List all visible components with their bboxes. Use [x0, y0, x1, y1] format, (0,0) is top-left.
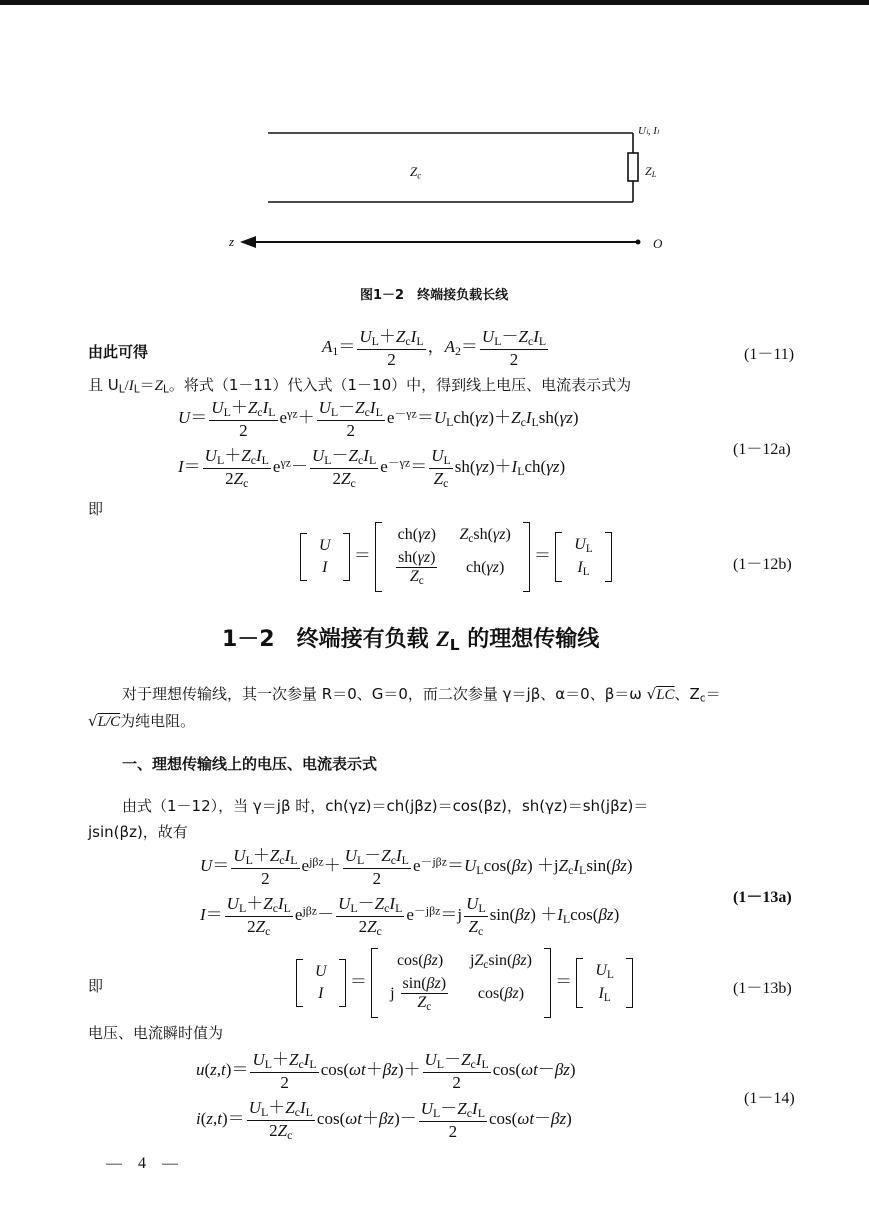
top-border — [0, 0, 869, 5]
section-title: 1－2 终端接有负载 $Z_L$ 的理想传输线 — [222, 626, 600, 654]
text-youci: 由此可得 — [88, 343, 149, 361]
text-ji-1: 即 — [88, 500, 104, 518]
eqno-1-13b: (1－13b) — [733, 980, 792, 997]
paragraph-ideal-line-cont: √L/C为纯电阻。 — [88, 712, 196, 730]
eqno-1-14: (1－14) — [744, 1090, 795, 1107]
figure-label-ul-il: Uₗ, Iₗ — [638, 125, 659, 137]
figure-label-zl: $Z_L$ — [645, 164, 657, 180]
eqno-1-11: (1－11) — [744, 346, 795, 363]
text-ji-2: 即 — [88, 977, 104, 995]
equation-1-12b: U I ＝ ch(γz) $Z_csh(\gamma z)$ $\frac{sh(\gamma z)}{Z_c}$ ch(γz) ＝ $U_L$ $I_L$ — [300, 522, 612, 592]
text-qie-line: 且 $U_L/I_L=Z_L$。将式（1－11）代入式（1－10）中，得到线上电压、电流表示式为 — [88, 376, 632, 396]
transmission-line-figure — [220, 120, 680, 265]
equation-1-12a-u: U＝ $\frac{U_L+Z_cI_L}{2}$ $e^{\gamma z}+$ $\frac{U_L-Z_cI_L}{2}$ $e^{-\gamma z}=U_Lch(\gamma z)+Z_cI_Lsh(\gamma z)$ — [178, 398, 579, 440]
paragraph-derivation-cont: jsin(βz)，故有 — [88, 823, 188, 841]
equation-1-13b: U I ＝ cos(βz) $jZ_c\sin(\beta z)$ j $\frac{\sin(\beta z)}{Z_c}$ cos(βz) ＝ $U_L$ $I_L$ — [296, 948, 633, 1018]
equation-1-14-u: u(z,t)＝ $\frac{U_L+Z_cI_L}{2}$ cos(ωt＋βz)＋ $\frac{U_L-Z_cI_L}{2}$ cos(ωt－βz) — [196, 1050, 576, 1092]
equation-1-14-i: i(z,t)＝ $\frac{U_L+Z_cI_L}{2Z_c}$ cos(ωt＋βz)－ $\frac{U_L-Z_cI_L}{2}$ cos(ωt－βz) — [196, 1098, 572, 1142]
text-instant: 电压、电流瞬时值为 — [88, 1024, 224, 1042]
equation-1-13a-u: U＝ $\frac{U_L+Z_cI_L}{2}$ $e^{j\beta z}+$ $\frac{U_L-Z_cI_L}{2}$ $e^{-j\beta z}=U_L\cos(\beta z) +jZ_cI_L\sin(\beta z)$ — [200, 846, 633, 888]
load-resistor — [628, 153, 638, 181]
equation-1-13a-i: I＝ $\frac{U_L+Z_cI_L}{2Z_c}$ $e^{j\beta z}-$ $\frac{U_L-Z_cI_L}{2Z_c}$ $e^{-j\beta z}=j$ $\frac{U_L}{Z_c}$ $\sin(\beta z) +I_L\cos(\beta z)$ — [200, 894, 620, 938]
z-axis-arrowhead — [240, 236, 256, 248]
equation-1-11: $A_1=$ $\frac{U_L+Z_cI_L}{2}$ ，$A_2=$ $\frac{U_L-Z_cI_L}{2}$ — [322, 327, 547, 369]
paragraph-ideal-line: 对于理想传输线，其一次参量 R＝0、G＝0，而二次参量 γ＝jβ、α＝0、β＝ω √LC、$Z_c=$ — [122, 685, 721, 705]
axis-label-z: z — [229, 234, 235, 249]
origin-dot — [636, 240, 641, 245]
eqno-1-12b: (1－12b) — [733, 556, 792, 573]
page-number: — 4 — — [106, 1155, 179, 1172]
axis-label-o: O — [653, 236, 663, 251]
paragraph-derivation: 由式（1－12），当 γ＝jβ 时，ch(γz)＝ch(jβz)＝cos(βz)，sh(γz)＝sh(jβz)＝ — [122, 797, 649, 815]
figure-label-zc: $Z_c$ — [410, 164, 422, 181]
eqno-1-13a: (1－13a) — [733, 889, 792, 906]
eqno-1-12a: (1－12a) — [733, 441, 791, 458]
figure-caption: 图1－2 终端接负载长线 — [360, 288, 509, 303]
sub-heading: 一、理想传输线上的电压、电流表示式 — [122, 755, 378, 773]
equation-1-12a-i: I＝ $\frac{U_L+Z_cI_L}{2Z_c}$ $e^{\gamma z}-$ $\frac{U_L-Z_cI_L}{2Z_c}$ $e^{-\gamma z}=$ $\frac{U_L}{Z_c}$ $sh(\gamma z)+I_Lch(\gamma z)$ — [178, 446, 566, 490]
